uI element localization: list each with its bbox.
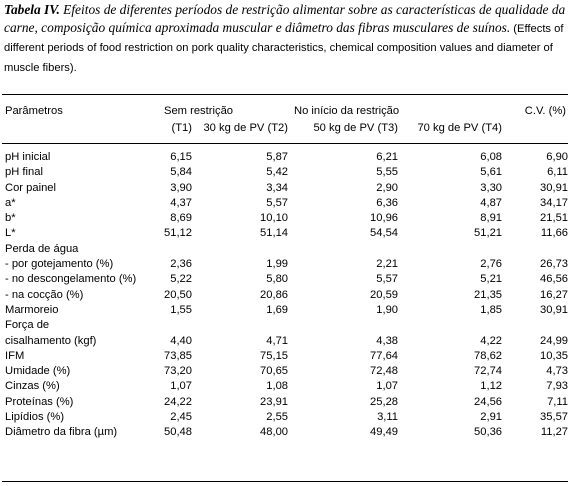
cell-t4: 24,56 xyxy=(474,395,503,408)
table-number: Tabela IV. xyxy=(4,2,60,17)
cell-t2: 5,42 xyxy=(266,166,289,179)
cell-t4: 3,30 xyxy=(480,181,503,194)
cell-cv: 21,51 xyxy=(540,212,569,225)
row-label: cisalhamento (kgf) xyxy=(5,334,97,347)
cell-t3: 77,64 xyxy=(370,349,399,362)
cell-t4: 1,12 xyxy=(480,380,503,393)
row-label: - por gotejamento (%) xyxy=(5,258,114,271)
table-row xyxy=(2,395,568,410)
cell-t2: 51,14 xyxy=(260,227,289,240)
cell-t4: 5,21 xyxy=(480,273,503,286)
header-group-no-restriction: Sem restrição xyxy=(164,105,234,117)
cell-t3: 6,36 xyxy=(376,196,399,209)
cell-cv: 11,66 xyxy=(540,227,569,240)
cell-t3: 1,07 xyxy=(376,380,399,393)
table-row xyxy=(2,303,568,318)
row-label: Proteínas (%) xyxy=(5,395,74,408)
header-cv: C.V. (%) xyxy=(524,105,567,117)
row-label: Diâmetro da fibra (µm) xyxy=(5,426,118,439)
cell-t1: 6,15 xyxy=(170,151,192,163)
cell-cv: 24,99 xyxy=(540,334,569,347)
cell-t1: 51,12 xyxy=(164,227,192,240)
cell-t3: 10,96 xyxy=(370,212,399,225)
table-row xyxy=(2,242,568,257)
row-label: Marmoreio xyxy=(5,303,59,316)
table-row xyxy=(2,364,568,379)
header-spacer xyxy=(2,120,128,137)
cell-t4: 1,85 xyxy=(480,303,503,316)
table-row xyxy=(2,226,568,241)
header-row-treatments xyxy=(2,120,568,137)
cell-cv: 10,35 xyxy=(540,349,569,362)
cell-t3: 6,21 xyxy=(376,151,399,163)
cell-t3: 2,90 xyxy=(376,181,399,194)
cell-t3: 25,28 xyxy=(370,395,399,408)
cell-t2: 1,08 xyxy=(266,380,289,393)
cell-t1: 4,37 xyxy=(170,196,192,209)
cell-t1: 2,45 xyxy=(170,411,192,424)
row-label: b* xyxy=(5,212,16,225)
cell-t3: 2,21 xyxy=(376,258,399,271)
table-row xyxy=(2,211,568,226)
row-label: L* xyxy=(5,227,16,240)
cell-cv: 7,11 xyxy=(547,395,569,408)
header-group-start-of-restriction: No início da restrição xyxy=(294,105,400,117)
cell-t2: 23,91 xyxy=(260,395,289,408)
cell-t3: 5,57 xyxy=(376,273,399,286)
row-label: pH final xyxy=(5,166,43,179)
cell-t2: 48,00 xyxy=(260,426,289,439)
row-label: pH inicial xyxy=(5,151,51,163)
cell-t4: 2,76 xyxy=(480,258,503,271)
cell-cv: 34,17 xyxy=(540,196,569,209)
cell-t1: 50,48 xyxy=(164,426,192,439)
table-row xyxy=(2,288,568,303)
cell-t4: 21,35 xyxy=(474,288,503,301)
cell-t2: 4,71 xyxy=(266,334,289,347)
cell-cv: 6,11 xyxy=(547,166,569,179)
cell-t4: 50,36 xyxy=(474,426,503,439)
cell-t2: 5,87 xyxy=(266,151,289,163)
cell-cv: 6,90 xyxy=(546,151,569,163)
cell-t2: 10,10 xyxy=(260,212,289,225)
cell-t1: 8,69 xyxy=(170,212,192,225)
cell-t4 xyxy=(398,318,502,333)
cell-t1: 3,90 xyxy=(170,181,192,194)
header-t3: 50 kg de PV (T3) xyxy=(313,122,399,134)
cell-cv: 7,93 xyxy=(546,380,569,393)
cell-cv: 30,91 xyxy=(540,181,569,194)
cell-t3: 3,11 xyxy=(377,411,399,424)
table-row xyxy=(2,165,568,180)
caption-text-english: (Effects of different periods of food restriction on pork quality characteristics, chemical composition values and diameter of muscle fibers). xyxy=(4,22,564,74)
cell-cv xyxy=(502,242,568,257)
cell-t2: 1,69 xyxy=(266,303,289,316)
cell-t4: 6,08 xyxy=(480,151,503,163)
cell-t3: 49,49 xyxy=(370,426,399,439)
cell-cv: 16,27 xyxy=(540,288,569,301)
cell-t4: 51,21 xyxy=(474,227,503,240)
cell-t1: 20,50 xyxy=(164,288,192,301)
cell-t4: 72,74 xyxy=(474,365,503,378)
cell-t1: 1,07 xyxy=(170,380,192,393)
row-label: Cor painel xyxy=(5,181,56,194)
cell-t4: 4,22 xyxy=(480,334,503,347)
cell-t3: 20,59 xyxy=(370,288,399,301)
cell-cv: 35,57 xyxy=(540,411,569,424)
cell-t2: 5,80 xyxy=(266,273,289,286)
cell-t2: 75,15 xyxy=(260,349,289,362)
cell-t1 xyxy=(128,242,192,257)
table-row xyxy=(2,349,568,364)
row-label: a* xyxy=(5,196,16,209)
table-row xyxy=(2,137,568,165)
table-row xyxy=(2,272,568,287)
table-row xyxy=(2,425,568,440)
cell-t2: 3,34 xyxy=(266,181,289,194)
cell-t1 xyxy=(128,318,192,333)
cell-t2 xyxy=(192,242,288,257)
row-label: Perda de água xyxy=(5,242,79,255)
caption-text-portuguese: Efeitos de diferentes períodos de restrição alimentar sobre as características de qualidade da carne, composição química aproximada muscular e diâmetro das fibras musculares de suínos. xyxy=(4,2,566,35)
cell-t3 xyxy=(288,242,398,257)
table-bottom-rule xyxy=(2,481,568,482)
row-label: IFM xyxy=(5,349,25,362)
cell-t3: 5,55 xyxy=(376,166,399,179)
cell-t1: 73,85 xyxy=(164,349,192,362)
row-label: Cinzas (%) xyxy=(5,380,60,393)
header-t4: 70 kg de PV (T4) xyxy=(417,122,503,134)
cell-cv xyxy=(502,318,568,333)
cell-cv: 11,27 xyxy=(540,426,569,439)
table-row xyxy=(2,379,568,394)
cell-t4: 5,61 xyxy=(480,166,503,179)
cell-t3: 54,54 xyxy=(370,227,399,240)
cell-t2: 20,86 xyxy=(260,288,289,301)
cell-t3: 1,90 xyxy=(376,303,399,316)
header-parameters: Parâmetros xyxy=(5,105,63,117)
table-top-rule xyxy=(2,94,568,95)
cell-t2: 70,65 xyxy=(260,365,289,378)
table-row xyxy=(2,334,568,349)
table-caption xyxy=(4,1,566,77)
table-row xyxy=(2,410,568,425)
cell-cv: 46,56 xyxy=(540,273,569,286)
cell-t1: 4,40 xyxy=(170,334,192,347)
row-label: - na cocção (%) xyxy=(5,288,84,301)
header-t2: 30 kg de PV (T2) xyxy=(203,122,289,134)
cell-t4: 8,91 xyxy=(480,212,503,225)
table-row xyxy=(2,196,568,211)
table-row xyxy=(2,181,568,196)
cell-t4: 4,87 xyxy=(480,196,503,209)
cell-t4 xyxy=(398,242,502,257)
cell-cv: 4,73 xyxy=(546,365,569,378)
table-row xyxy=(2,318,568,333)
table-row xyxy=(2,257,568,272)
row-label: - no descongelamento (%) xyxy=(5,273,137,286)
cell-t1: 5,84 xyxy=(170,166,192,179)
row-label: Lipídios (%) xyxy=(5,411,65,424)
header-t1: (T1) xyxy=(171,122,192,134)
cell-t1: 1,55 xyxy=(170,303,192,316)
cell-t2: 2,55 xyxy=(266,411,289,424)
cell-t2 xyxy=(192,318,288,333)
row-label: Umidade (%) xyxy=(5,365,71,378)
table-body xyxy=(2,137,568,441)
cell-t1: 2,36 xyxy=(170,258,192,271)
data-table xyxy=(2,103,568,441)
cell-t1: 73,20 xyxy=(164,365,192,378)
cell-cv: 26,73 xyxy=(540,258,569,271)
cell-t2: 5,57 xyxy=(266,196,289,209)
cell-t4: 78,62 xyxy=(474,349,503,362)
header-row-groups xyxy=(2,103,568,120)
cell-t3 xyxy=(288,318,398,333)
cell-t4: 2,91 xyxy=(480,411,503,424)
cell-cv: 30,91 xyxy=(540,303,569,316)
cell-t1: 5,22 xyxy=(170,273,192,286)
cell-t2: 1,99 xyxy=(266,258,289,271)
row-label: Força de xyxy=(5,319,50,332)
table-header xyxy=(2,103,568,137)
cell-t1: 24,22 xyxy=(164,395,192,408)
cell-t3: 72,48 xyxy=(370,365,399,378)
cell-t3: 4,38 xyxy=(376,334,399,347)
header-spacer-cv xyxy=(502,120,568,137)
